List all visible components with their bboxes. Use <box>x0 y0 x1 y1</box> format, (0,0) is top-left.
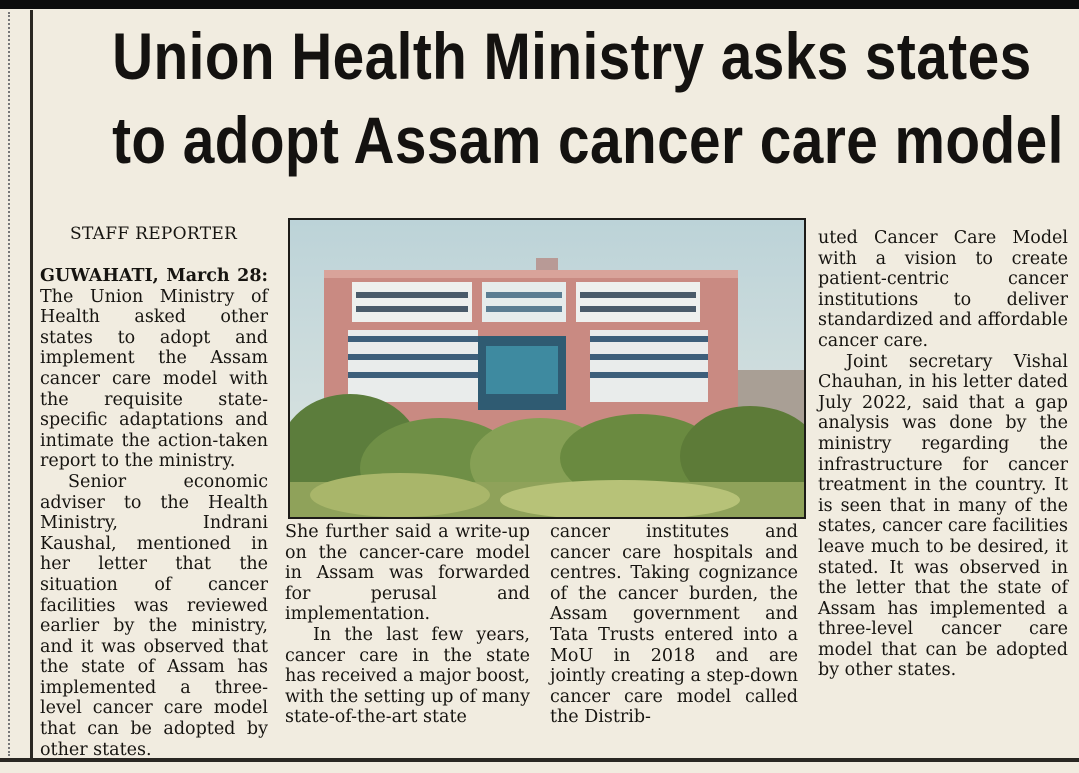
column-1-paragraph-2: Senior economic adviser to the Health Ministry, Indrani Kaushal, mentioned in her letter that the situation of cancer facilities was reviewed earlier by the ministry, and it was observed that the state of Assam has implemented a three-level cancer care model that can be adopted by other states. <box>40 471 268 760</box>
headline-line-1: Union Health Ministry asks states <box>112 19 1032 93</box>
hospital-photo <box>288 218 806 519</box>
article-column-1 <box>40 266 268 760</box>
byline: STAFF REPORTER <box>70 224 238 244</box>
column-2-paragraph-2: In the last few years, cancer care in the state has received a major boost, with the setting up of many state-of-the-art state <box>285 624 530 728</box>
hospital-building-image <box>290 220 804 517</box>
article-column-4 <box>818 228 1068 681</box>
article-column-3 <box>550 522 798 728</box>
headline <box>112 14 1064 182</box>
column-4-paragraph-2: Joint secretary Vishal Chauhan, in his letter dated July 2022, said that a gap analysis was done by the ministry regarding the infrastructure for cancer treatment in the country. It is seen that in many of the states, cancer care facilities leave much to be desired, it stated. It was observed in the letter that the state of Assam has implemented a three-level cancer care model that can be adopted by other states. <box>818 351 1068 681</box>
top-edge <box>0 0 1079 9</box>
dateline: GUWAHATI, March 28: <box>40 266 268 286</box>
article-column-2 <box>285 522 530 728</box>
column-3-paragraph-1: cancer institutes and cancer care hospitals and centres. Taking cognizance of the cancer burden, the Assam government and Tata Trusts entered into a MoU in 2018 and are jointly creating a step-down cancer care model called the Distrib- <box>550 522 798 728</box>
column-4-paragraph-1: uted Cancer Care Model with a vision to create patient-centric cancer institutions to deliver standardized and affordable cancer care. <box>818 228 1068 351</box>
headline-line-2: to adopt Assam cancer care model <box>112 103 1064 177</box>
lead-text: The Union Ministry of Health asked other states to adopt and implement the Assam cancer care model with the requisite state-specific adaptations and intimate the action-taken report to the ministry. <box>40 286 268 472</box>
column-1-paragraph-1 <box>40 266 268 472</box>
frame-left-border <box>30 10 33 758</box>
column-2-paragraph-1: She further said a write-up on the cancer-care model in Assam was forwarded for perusal and implementation. <box>285 522 530 625</box>
column-rule <box>8 12 11 756</box>
